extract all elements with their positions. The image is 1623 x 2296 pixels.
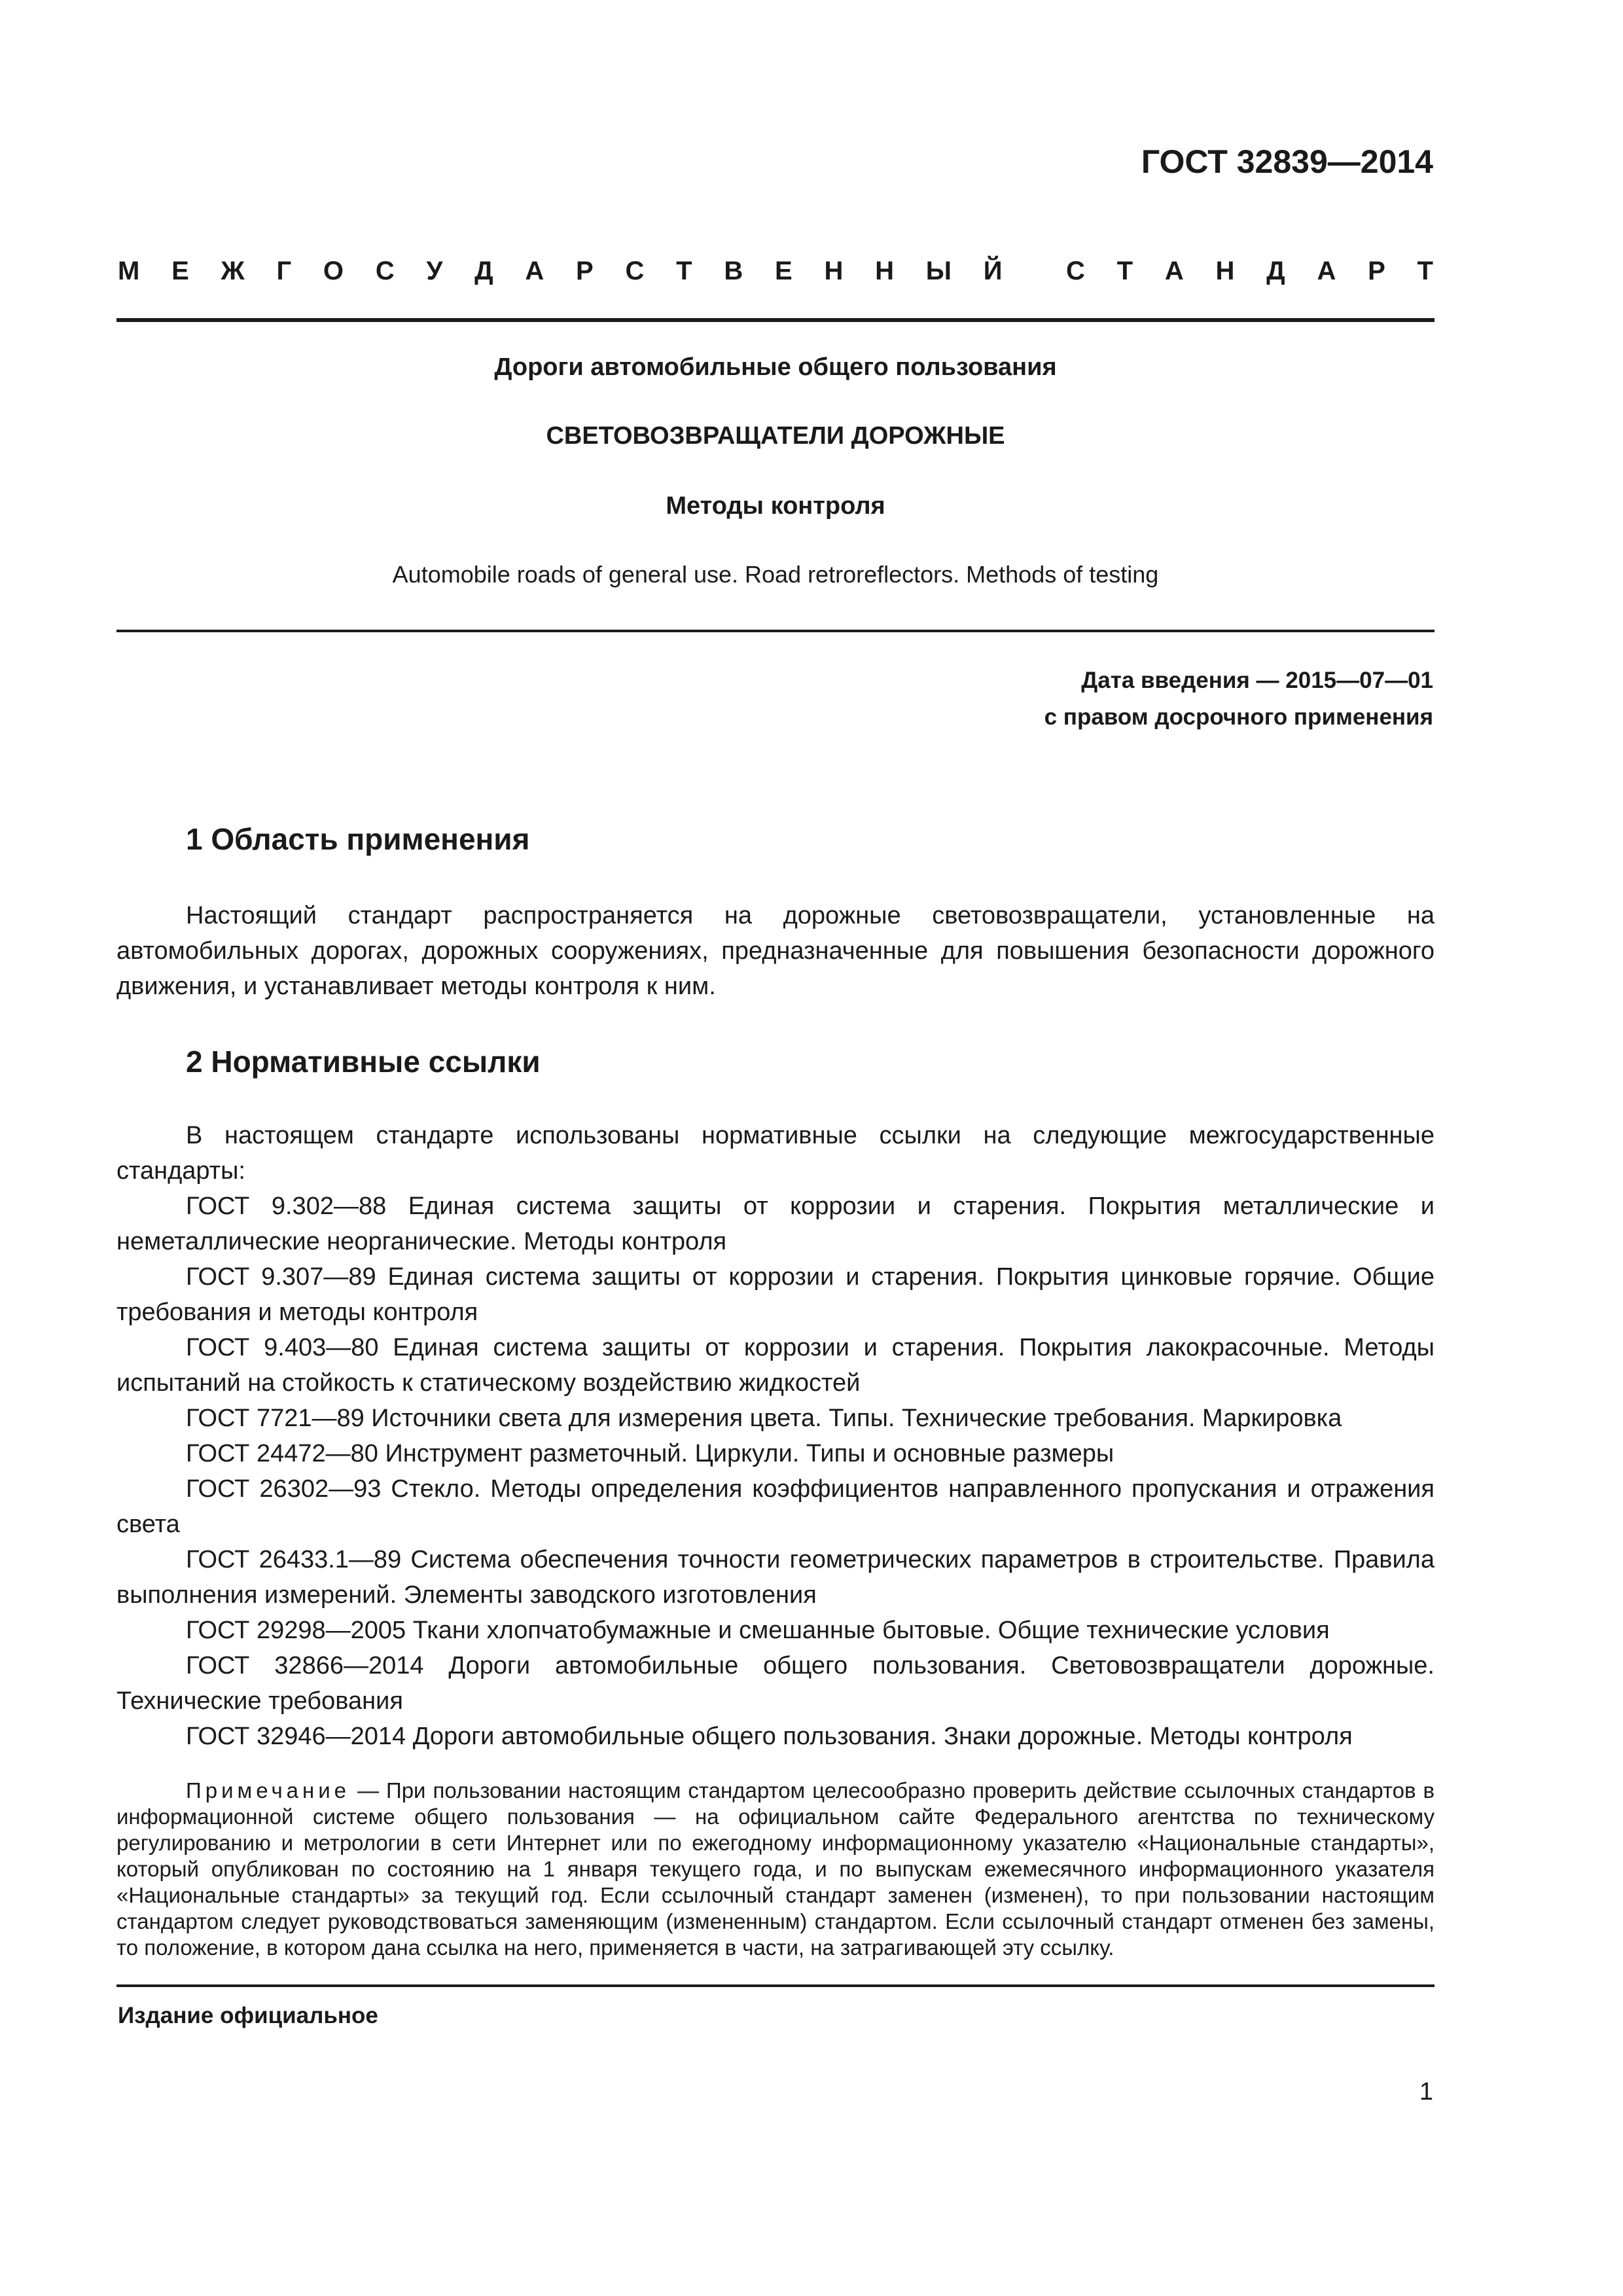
standard-type-letter: Е xyxy=(775,257,793,285)
standard-type-letter: Р xyxy=(576,257,594,285)
document-number: ГОСТ 32839—2014 xyxy=(1141,143,1433,180)
section-2-intro: В настоящем стандарте использованы нормативные ссылки на следующие межгосударственные стандарты: xyxy=(116,1122,1435,1185)
reference-item: ГОСТ 9.307—89 Единая система защиты от коррозии и старения. Покрытия цинковые горячие. Общие требования и методы контроля xyxy=(116,1263,1435,1326)
reference-item: ГОСТ 29298—2005 Ткани хлопчатобумажные и смешанные бытовые. Общие технические условия xyxy=(186,1617,1330,1644)
reference-item: ГОСТ 26302—93 Стекло. Методы определения коэффициентов направленного пропускания и отражения света xyxy=(116,1475,1435,1538)
standard-type-letter: Н xyxy=(824,257,844,285)
standard-type-letter: Е xyxy=(171,257,189,285)
standard-type-letter: Н xyxy=(875,257,895,285)
section-1-paragraph: Настоящий стандарт распространяется на дорожные световозвращатели, установленные на автомобильных дорогах, дорожных сооружениях, предназначенные для повышения безопасности дорожного движения, и устанавливает методы контроля к ним. xyxy=(116,902,1435,1000)
note-label: Примечание xyxy=(186,1778,351,1803)
standard-type-letter: Р xyxy=(1368,257,1385,285)
standard-type-letter: С xyxy=(625,257,645,285)
standard-type-letter: А xyxy=(1317,257,1336,285)
standard-type-letter: Г xyxy=(276,257,292,285)
standard-type-letter: Д xyxy=(1266,257,1285,285)
standard-type-letter: В xyxy=(724,257,743,285)
standard-type-letter: С xyxy=(375,257,395,285)
page-number: 1 xyxy=(1419,2078,1433,2106)
english-title: Automobile roads of general use. Road retroreflectors. Methods of testing xyxy=(392,561,1159,588)
standard-type-letter: М xyxy=(118,257,140,285)
reference-item: ГОСТ 26433.1—89 Система обеспечения точности геометрических параметров в строительстве. Правила выполнения измерений. Элементы заводского изготовления xyxy=(116,1546,1435,1609)
introduction-date: Дата введения — 2015—07—01 xyxy=(1081,668,1433,693)
standard-type-letter: Й xyxy=(983,257,1003,285)
standard-type-letter: Т xyxy=(1116,257,1133,285)
standard-type-letter: А xyxy=(525,257,544,285)
title-line-3: Методы контроля xyxy=(666,492,885,520)
section-1-heading: 1 Область применения xyxy=(186,822,530,856)
reference-item: ГОСТ 9.403—80 Единая система защиты от коррозии и старения. Покрытия лакокрасочные. Методы испытаний на стойкость к статическому воздействию жидкостей xyxy=(116,1334,1435,1397)
early-application-note: с правом досрочного применения xyxy=(1044,704,1433,730)
reference-item: ГОСТ 7721—89 Источники света для измерения цвета. Типы. Технические требования. Маркировка xyxy=(186,1405,1342,1432)
section-2-body xyxy=(116,1118,1435,1754)
standard-type-letter: Ж xyxy=(221,257,245,285)
note-block xyxy=(116,1778,1435,1961)
standard-type-letter: У xyxy=(426,257,443,285)
standard-type-letter: Д xyxy=(474,257,493,285)
title-rule xyxy=(116,630,1435,632)
note-text: — При пользовании настоящим стандартом целесообразно проверить действие ссылочных стандартов в информационной системе общего пользования — на официальном сайте Федерального агентства по техническому регулированию и метрологии в сети Интернет или по ежегодному информационному указателю «Национальные стандарты», который опубликован по состоянию на 1 января текущего года, и по выпускам ежемесячного информационного указателя «Национальные стандарты» за текущий год. Если ссылочный стандарт заменен (изменен), то при пользовании настоящим стандартом следует руководствоваться заменяющим (измененным) стандартом. Если ссылочный стандарт отменен без замены, то положение, в котором дана ссылка на него, применяется в части, на затрагивающей эту ссылку. xyxy=(116,1778,1435,1960)
reference-item: ГОСТ 24472—80 Инструмент разметочный. Циркули. Типы и основные размеры xyxy=(186,1440,1115,1467)
footer-rule xyxy=(116,1984,1435,1987)
standard-type-letter: А xyxy=(1164,257,1184,285)
header-rule xyxy=(116,318,1435,322)
title-line-2: СВЕТОВОЗВРАЩАТЕЛИ ДОРОЖНЫЕ xyxy=(546,422,1005,450)
official-edition-label: Издание официальное xyxy=(118,2003,378,2028)
reference-item: ГОСТ 9.302—88 Единая система защиты от коррозии и старения. Покрытия металлические и неметаллические неорганические. Методы контроля xyxy=(116,1193,1435,1255)
title-line-1: Дороги автомобильные общего пользования xyxy=(494,353,1057,381)
standard-type-letter: Ы xyxy=(925,257,952,285)
standard-type-letter: Т xyxy=(676,257,692,285)
standard-type-letter: Н xyxy=(1215,257,1235,285)
reference-item: ГОСТ 32866—2014 Дороги автомобильные общего пользования. Световозвращатели дорожные. Технические требования xyxy=(116,1652,1435,1715)
reference-item: ГОСТ 32946—2014 Дороги автомобильные общего пользования. Знаки дорожные. Методы контроля xyxy=(186,1723,1353,1750)
note-paragraph xyxy=(116,1778,1435,1961)
standard-type-letter: С xyxy=(1066,257,1085,285)
section-2-heading: 2 Нормативные ссылки xyxy=(186,1045,541,1079)
introduction-date-block xyxy=(1044,662,1433,736)
section-1-body xyxy=(116,898,1435,1004)
standard-type-letter: Т xyxy=(1417,257,1433,285)
standard-type-letter: О xyxy=(323,257,344,285)
standard-type-heading xyxy=(118,257,1433,286)
